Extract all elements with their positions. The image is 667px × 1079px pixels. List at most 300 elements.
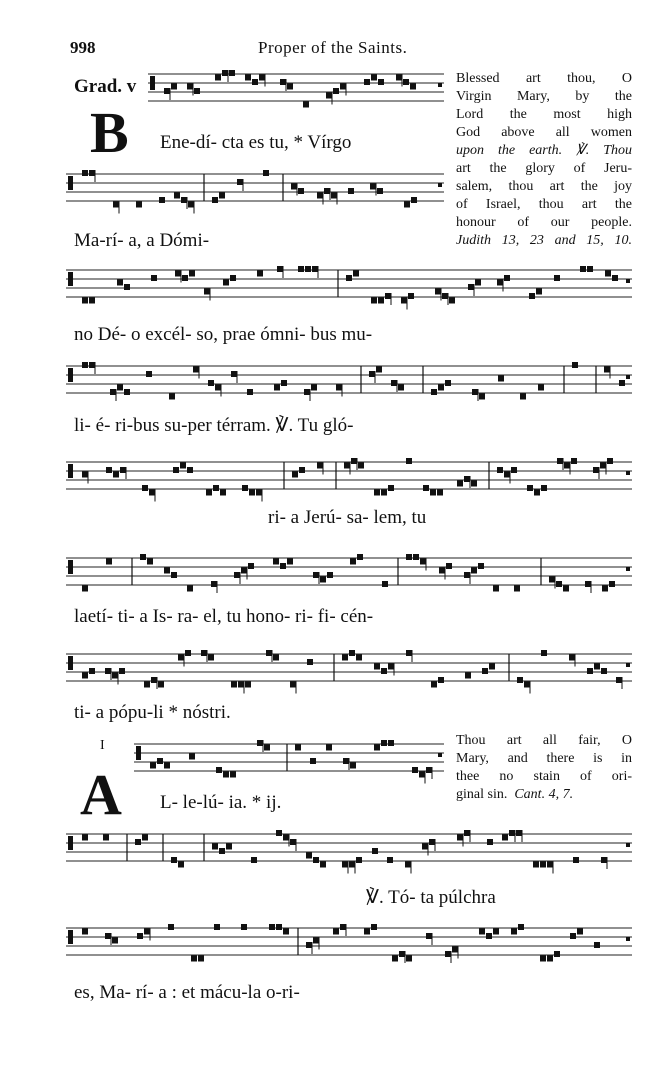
neume: [406, 554, 412, 560]
neume: [188, 202, 194, 208]
neume: [245, 682, 251, 688]
staff-gradual-5: [66, 456, 632, 502]
translation-line: Mary, and there is in: [456, 751, 632, 766]
custos: [626, 279, 630, 283]
neume: [571, 458, 577, 464]
neume: [287, 559, 293, 565]
neume: [89, 170, 95, 176]
neume: [374, 490, 380, 496]
neume: [198, 956, 204, 962]
neume: [514, 586, 520, 592]
neume: [214, 924, 220, 930]
neume: [306, 942, 312, 948]
neume: [124, 284, 130, 290]
custos: [626, 375, 630, 379]
neume: [534, 490, 540, 496]
neume: [226, 844, 232, 850]
neume: [577, 929, 583, 935]
neume: [381, 668, 387, 674]
neume: [518, 924, 524, 930]
neume: [429, 839, 435, 845]
neume: [382, 581, 388, 587]
neume: [142, 485, 148, 491]
neume: [193, 367, 199, 373]
neume: [420, 559, 426, 565]
neume: [259, 75, 265, 81]
neume: [593, 467, 599, 473]
neume: [516, 830, 522, 836]
neume: [364, 79, 370, 85]
neume: [292, 472, 298, 478]
neume: [223, 280, 229, 286]
custos: [626, 663, 630, 667]
neume: [113, 472, 119, 478]
staff-gradual-1: [148, 68, 444, 114]
neume: [371, 75, 377, 81]
neume: [238, 682, 244, 688]
neume: [342, 862, 348, 868]
neume: [438, 385, 444, 391]
neume: [187, 586, 193, 592]
neume: [277, 266, 283, 272]
staff-gradual-4: [66, 360, 632, 406]
neume: [174, 193, 180, 199]
neume: [317, 463, 323, 469]
neume: [388, 485, 394, 491]
neume: [533, 862, 539, 868]
neume: [406, 956, 412, 962]
neume: [563, 586, 569, 592]
neume: [124, 389, 130, 395]
neume: [388, 740, 394, 746]
neume: [189, 271, 195, 277]
neume: [504, 472, 510, 478]
neume: [140, 554, 146, 560]
neume: [464, 476, 470, 482]
neume: [273, 559, 279, 565]
neume: [178, 655, 184, 661]
neume: [404, 202, 410, 208]
neume: [457, 835, 463, 841]
neume: [146, 371, 152, 377]
neume: [171, 572, 177, 578]
translation-line: Blessed art thou, O: [456, 71, 632, 86]
neume: [206, 490, 212, 496]
neume: [464, 830, 470, 836]
neume: [273, 655, 279, 661]
neume: [252, 79, 258, 85]
neume: [295, 745, 301, 751]
neume: [601, 668, 607, 674]
neume: [117, 385, 123, 391]
neume: [540, 862, 546, 868]
neume: [331, 193, 337, 199]
neume: [605, 271, 611, 277]
neume: [540, 956, 546, 962]
neume: [602, 586, 608, 592]
neume: [564, 463, 570, 469]
neume: [168, 924, 174, 930]
neume: [411, 197, 417, 203]
neume: [554, 951, 560, 957]
neume: [237, 179, 243, 185]
lyric-line: laetí- ti- a Is- ra- el, tu hono- ri- fi- cén-: [74, 606, 374, 627]
neume: [517, 677, 523, 683]
neume: [350, 763, 356, 769]
neume: [356, 655, 362, 661]
neume: [187, 84, 193, 90]
neume: [234, 572, 240, 578]
alleluia-translation: [456, 732, 632, 804]
custos: [626, 471, 630, 475]
neume: [112, 673, 118, 679]
neume: [220, 490, 226, 496]
neume: [340, 924, 346, 930]
neume: [619, 380, 625, 386]
neume: [486, 933, 492, 939]
neume: [117, 280, 123, 286]
neume: [612, 275, 618, 281]
neume: [137, 933, 143, 939]
neume: [609, 581, 615, 587]
neume: [248, 563, 254, 569]
neume: [274, 385, 280, 391]
lyric-line: Ene-dí- cta es tu, * Vírgo: [160, 132, 352, 153]
neume: [616, 677, 622, 683]
neume: [298, 188, 304, 194]
neume: [356, 857, 362, 863]
neume: [585, 581, 591, 587]
neume: [343, 758, 349, 764]
neume: [426, 933, 432, 939]
neume: [150, 763, 156, 769]
neume: [82, 586, 88, 592]
neume: [280, 79, 286, 85]
neume: [408, 293, 414, 299]
neume: [204, 289, 210, 295]
c-clef: [68, 560, 73, 574]
c-clef: [68, 176, 73, 190]
neume: [305, 266, 311, 272]
neume: [105, 668, 111, 674]
neume: [413, 554, 419, 560]
neume: [82, 835, 88, 841]
neume: [106, 559, 112, 565]
neume: [396, 75, 402, 81]
neume: [554, 275, 560, 281]
c-clef: [68, 656, 73, 670]
neume: [230, 275, 236, 281]
neume: [142, 835, 148, 841]
neume: [351, 458, 357, 464]
neume: [326, 745, 332, 751]
neume: [290, 682, 296, 688]
neume: [377, 188, 383, 194]
neume: [324, 188, 330, 194]
neume: [215, 75, 221, 81]
neume: [212, 197, 218, 203]
custos: [438, 753, 442, 757]
neume: [187, 467, 193, 473]
neume: [452, 947, 458, 953]
neume: [307, 659, 313, 665]
neume: [159, 197, 165, 203]
lyric-line: Ma-rí- a, a Dómi-: [74, 230, 210, 251]
neume: [219, 848, 225, 854]
neume: [247, 389, 253, 395]
neume: [173, 467, 179, 473]
scripture-reference: Cant. 4, 7.: [514, 787, 574, 802]
neume: [387, 857, 393, 863]
neume: [471, 481, 477, 487]
neume: [504, 275, 510, 281]
neume: [149, 490, 155, 496]
neume: [231, 682, 237, 688]
neume: [594, 664, 600, 670]
neume: [290, 839, 296, 845]
neume: [313, 938, 319, 944]
neume: [493, 586, 499, 592]
neume: [89, 298, 95, 304]
neume: [169, 394, 175, 400]
translation-line: salem, thou art the joy: [456, 179, 632, 194]
lyric-line: ℣. Tó- ta púlchra: [366, 887, 496, 908]
neume: [147, 559, 153, 565]
custos: [626, 567, 630, 571]
neume: [151, 275, 157, 281]
neume: [82, 170, 88, 176]
neume: [536, 289, 542, 295]
neume: [497, 280, 503, 286]
neume: [185, 650, 191, 656]
neume: [353, 271, 359, 277]
neume: [223, 772, 229, 778]
neume: [120, 467, 126, 473]
c-clef: [68, 368, 73, 382]
neume: [569, 655, 575, 661]
neume: [230, 772, 236, 778]
neume: [482, 668, 488, 674]
lyric-line: ti- a pópu-li * nóstri.: [74, 702, 231, 723]
neume: [119, 668, 125, 674]
neume: [103, 835, 109, 841]
c-clef: [68, 272, 73, 286]
neume: [445, 951, 451, 957]
translation-last-line: ginal sin. Cant. 4, 7.: [456, 787, 574, 802]
neume: [256, 490, 262, 496]
neume: [215, 385, 221, 391]
neume: [445, 380, 451, 386]
neume: [320, 862, 326, 868]
neume: [342, 655, 348, 661]
custos: [438, 183, 442, 187]
neume: [524, 682, 530, 688]
neume: [538, 385, 544, 391]
neume: [392, 956, 398, 962]
neume: [371, 924, 377, 930]
neume: [573, 857, 579, 863]
neume: [242, 485, 248, 491]
neume: [144, 929, 150, 935]
neume: [336, 385, 342, 391]
neume: [439, 568, 445, 574]
neume: [340, 84, 346, 90]
neume: [437, 490, 443, 496]
alleluia-mode: I: [100, 738, 105, 753]
custos: [626, 937, 630, 941]
neume: [283, 835, 289, 841]
neume: [333, 88, 339, 94]
neume: [426, 767, 432, 773]
neume: [364, 929, 370, 935]
staff-gradual-2: [66, 168, 444, 214]
neume: [257, 740, 263, 746]
neume: [287, 84, 293, 90]
neume: [572, 362, 578, 368]
neume: [541, 485, 547, 491]
page-number: 998: [70, 38, 96, 57]
neume: [376, 367, 382, 373]
neume: [471, 568, 477, 574]
neume: [280, 563, 286, 569]
neume: [457, 481, 463, 487]
neume: [191, 956, 197, 962]
neume: [82, 472, 88, 478]
neume: [211, 581, 217, 587]
neume: [208, 655, 214, 661]
neume: [303, 102, 309, 108]
neume: [604, 367, 610, 373]
neume: [479, 394, 485, 400]
neume: [419, 772, 425, 778]
neume: [607, 458, 613, 464]
neume: [313, 572, 319, 578]
neume: [570, 933, 576, 939]
neume: [298, 266, 304, 272]
neume: [479, 929, 485, 935]
translation-line: Thou art all fair, O: [456, 733, 632, 748]
translation-line: Virgin Mary, by the: [456, 89, 632, 104]
neume: [106, 467, 112, 473]
neume: [306, 853, 312, 859]
neume: [136, 202, 142, 208]
neume: [222, 70, 228, 76]
neume: [435, 289, 441, 295]
neume: [201, 650, 207, 656]
neume: [527, 485, 533, 491]
neume: [556, 581, 562, 587]
neume: [82, 362, 88, 368]
neume: [594, 942, 600, 948]
neume: [399, 951, 405, 957]
neume: [580, 266, 586, 272]
neume: [320, 577, 326, 583]
staff-alleluia-1: [134, 738, 444, 784]
neume: [164, 763, 170, 769]
neume: [600, 463, 606, 469]
neume: [212, 844, 218, 850]
neume: [82, 929, 88, 935]
neume: [171, 857, 177, 863]
neume: [105, 933, 111, 939]
lyric-line: li- é- ri-bus su-per térram. ℣. Tu gló-: [74, 415, 354, 436]
neume: [410, 84, 416, 90]
neume: [371, 298, 377, 304]
neume: [251, 857, 257, 863]
neume: [472, 389, 478, 395]
neume: [317, 193, 323, 199]
neume: [369, 371, 375, 377]
c-clef: [68, 464, 73, 478]
neume: [291, 184, 297, 190]
neume: [398, 385, 404, 391]
neume: [468, 284, 474, 290]
neume: [304, 389, 310, 395]
neume: [89, 362, 95, 368]
custos: [626, 843, 630, 847]
neume: [442, 293, 448, 299]
gradual-translation: [456, 70, 632, 250]
neume: [269, 924, 275, 930]
neume: [529, 293, 535, 299]
neume: [194, 88, 200, 94]
neume: [82, 298, 88, 304]
neume: [151, 677, 157, 683]
neume: [213, 485, 219, 491]
neume: [403, 79, 409, 85]
neume: [547, 956, 553, 962]
neume: [245, 75, 251, 81]
c-clef: [68, 836, 73, 850]
neume: [557, 458, 563, 464]
neume: [449, 298, 455, 304]
neume: [257, 271, 263, 277]
neume: [487, 839, 493, 845]
neume: [276, 924, 282, 930]
neume: [241, 568, 247, 574]
neume: [520, 394, 526, 400]
neume: [385, 293, 391, 299]
staff-gradual-7: [66, 648, 632, 694]
neume: [135, 839, 141, 845]
neume: [438, 677, 444, 683]
neume: [349, 650, 355, 656]
neume: [502, 835, 508, 841]
neume: [587, 668, 593, 674]
lyric-line: es, Ma- rí- a : et mácu-la o-ri-: [74, 982, 300, 1003]
neume: [388, 664, 394, 670]
neume: [406, 650, 412, 656]
custos: [438, 83, 442, 87]
neume: [178, 862, 184, 868]
neume: [406, 458, 412, 464]
neume: [263, 170, 269, 176]
neume: [446, 563, 452, 569]
neume: [549, 577, 555, 583]
neume: [181, 197, 187, 203]
neume: [405, 862, 411, 868]
alleluia-initial: A: [80, 762, 122, 827]
neume: [313, 857, 319, 863]
neume: [475, 280, 481, 286]
staff-alleluia-2: [66, 828, 632, 874]
neume: [112, 938, 118, 944]
neume: [378, 298, 384, 304]
neume: [391, 380, 397, 386]
neume: [89, 668, 95, 674]
translation-line: honour of our people.: [456, 215, 632, 230]
neume: [465, 673, 471, 679]
